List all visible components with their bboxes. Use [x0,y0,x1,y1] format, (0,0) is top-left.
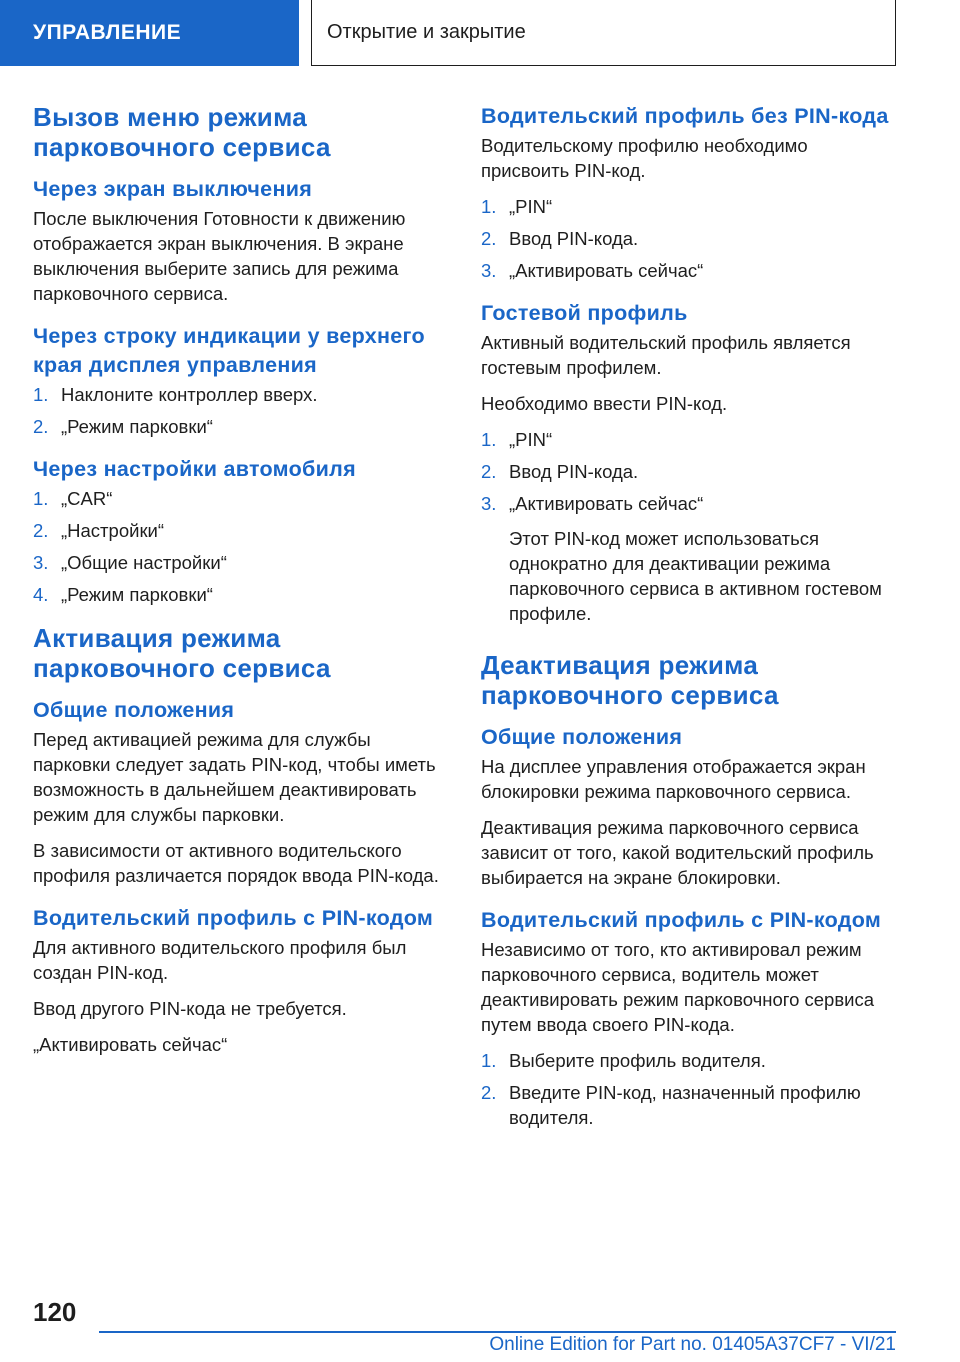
paragraph: В зависимости от активного водительского профиля различается порядок ввода PIN-кода. [33,840,439,886]
subsection-title: Через настройки автомобиля [33,457,356,481]
step-number: 1. [481,196,497,217]
right-column [481,102,899,1146]
footer-edition: Online Edition for Part no. 01405A37CF7 - VI/21 [489,1334,896,1355]
step-text: Наклоните контроллер вверх. [61,384,318,405]
subsection-title: Водительский профиль без PIN-кода [481,104,889,128]
list-item [481,1048,899,1073]
list-item [481,427,899,452]
subsection [33,904,451,1057]
list-item [33,486,451,511]
list-item [481,194,899,219]
step-list [33,382,451,439]
step-text: „Режим парковки“ [61,416,213,437]
step-number: 2. [481,461,497,482]
page-number: 120 [33,1297,77,1327]
header-section-label: УПРАВЛЕНИЕ [33,21,182,44]
step-number: 3. [481,493,497,514]
step-text: „PIN“ [509,429,553,450]
step-note: Этот PIN-код может использоваться однократно для деактивации режима парковочного сервиса в активном гостевом профиле. [509,528,882,624]
step-text: „CAR“ [61,488,113,509]
subsection-title: Общие положения [33,698,235,722]
list-item [33,582,451,607]
list-item [481,226,899,251]
paragraph: Водительскому профилю необходимо присвоить PIN-код. [481,135,808,181]
step-number: 2. [481,1082,497,1103]
step-text: „PIN“ [509,196,553,217]
step-list [481,1048,899,1130]
step-text: Введите PIN-код, назначенный профилю водителя. [509,1082,861,1128]
subsection-title: Водительский профиль с PIN-кодом [481,908,882,932]
list-item [481,1080,899,1130]
step-text: „Активировать сейчас“ [509,260,704,281]
step-text: „Активировать сейчас“ [509,493,704,514]
step-number: 2. [33,520,49,541]
subsection-title: Общие положения [481,725,683,749]
subsection [481,102,899,283]
section-title: Активация режима парковочного сервиса [33,623,331,683]
subsection [481,723,899,890]
list-item [481,459,899,484]
step-text: „Настройки“ [61,520,165,541]
list-item [481,491,899,516]
subsection [481,299,899,626]
subsection [33,696,451,888]
subsection-title: Через строку индикации у верхнего края дисплея управления [33,324,425,377]
step-number: 2. [481,228,497,249]
step-number: 3. [481,260,497,281]
header-section-tab [0,0,299,66]
step-number: 1. [481,1050,497,1071]
paragraph: Независимо от того, кто активировал режим парковочного сервиса, водитель может деактивировать режим парковочного сервиса путем ввода своего PIN-кода. [481,939,875,1035]
step-list [481,194,899,283]
paragraph: Ввод другого PIN-кода не требуется. [33,998,347,1019]
step-number: 2. [33,416,49,437]
step-number: 3. [33,552,49,573]
paragraph: „Активировать сейчас“ [33,1034,228,1055]
step-number: 1. [33,488,49,509]
step-text: Ввод PIN-кода. [509,461,639,482]
section-title: Деактивация режима парковочного сервиса [481,650,779,710]
subsection [481,906,899,1130]
paragraph: Для активного водительского профиля был создан PIN-код. [33,937,407,983]
header-chapter-box [311,0,896,66]
subsection-title: Гостевой профиль [481,301,688,325]
footer-divider [99,1331,896,1333]
step-text: Выберите профиль водителя. [509,1050,766,1071]
subsection-title: Водительский профиль с PIN-кодом [33,906,434,930]
paragraph: Необходимо ввести PIN-код. [481,393,728,414]
step-text: „Общие настройки“ [61,552,227,573]
subsection [33,175,451,306]
paragraph: Деактивация режима парковочного сервиса зависит от того, какой водительский профиль выбирается на экране блокировки. [481,817,874,888]
step-number: 1. [481,429,497,450]
paragraph: Активный водительский профиль является гостевым профилем. [481,332,851,378]
subsection [33,455,451,607]
list-item [33,414,451,439]
list-item [33,550,451,575]
left-column [33,102,451,1073]
step-list [33,486,451,607]
list-item [481,258,899,283]
subsection-title: Через экран выключения [33,177,313,201]
step-number: 1. [33,384,49,405]
step-number: 4. [33,584,49,605]
list-item [33,382,451,407]
paragraph: На дисплее управления отображается экран блокировки режима парковочного сервиса. [481,756,866,802]
step-list [481,427,899,516]
list-item [33,518,451,543]
section-title: Вызов меню режима парковочного сервиса [33,102,331,162]
paragraph: Перед активацией режима для службы парковки следует задать PIN-код, чтобы иметь возможность в дальнейшем деактивировать режим для службы парковки. [33,729,436,825]
step-text: „Режим парковки“ [61,584,213,605]
step-text: Ввод PIN-кода. [509,228,639,249]
header-chapter-label: Открытие и закрытие [327,21,526,43]
subsection [33,322,451,439]
paragraph: После выключения Готовности к движению отображается экран выключения. В экране выключения выберите запись для режима парковочного сервиса. [33,208,406,304]
